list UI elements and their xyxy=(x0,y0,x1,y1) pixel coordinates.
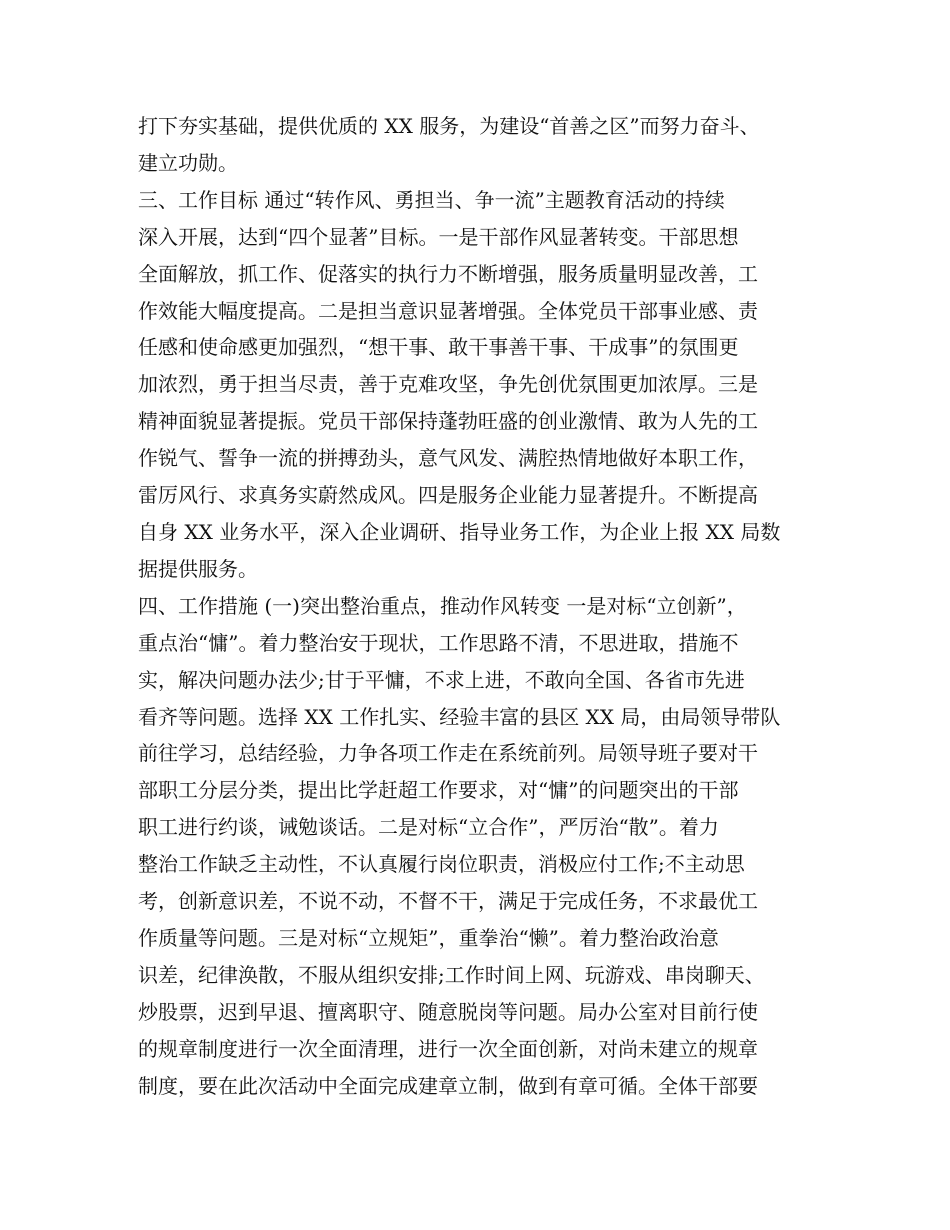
text-line: 任感和使命感更加强烈，“想干事、敢干事善干事、干成事”的氛围更 xyxy=(138,335,739,360)
text-line: 精神面貌显著提振。党员干部保持蓬勃旺盛的创业激情、敢为人先的工 xyxy=(138,409,758,434)
text-line: 实，解决问题办法少;甘于平慵，不求上进，不敢向全国、各省市先进 xyxy=(138,667,745,692)
text-line: 据提供服务。 xyxy=(138,556,258,581)
text-line: 作锐气、誓争一流的拼搏劲头，意气风发、满腔热情地做好本职工作， xyxy=(138,446,758,471)
text-line: 制度，要在此次活动中全面完成建章立制，做到有章可循。全体干部要 xyxy=(138,1073,758,1098)
text-line: 考，创新意识差，不说不动，不督不干，满足于完成任务，不求最优工 xyxy=(138,889,758,914)
text-line: 全面解放，抓工作、促落实的执行力不断增强，服务质量明显改善，工 xyxy=(138,261,758,286)
text-line: 自身 XX 业务水平，深入企业调研、指导业务工作，为企业上报 XX 局数 xyxy=(138,519,781,544)
text-line: 炒股票，迟到早退、擅离职守、随意脱岗等问题。局办公室对目前行使 xyxy=(138,999,758,1024)
document-body xyxy=(138,108,828,1104)
text-line: 作效能大幅度提高。二是担当意识显著增强。全体党员干部事业感、责 xyxy=(138,298,758,323)
text-line: 加浓烈，勇于担当尽责，善于克难攻坚，争先创优氛围更加浓厚。三是 xyxy=(138,372,758,397)
text-line: 雷厉风行、求真务实蔚然成风。四是服务企业能力显著提升。不断提高 xyxy=(138,483,758,508)
text-line: 部职工分层分类，提出比学赶超工作要求，对“慵”的问题突出的干部 xyxy=(138,778,739,803)
text-line: 前往学习，总结经验，力争各项工作走在系统前列。局领导班子要对干 xyxy=(138,741,758,766)
text-line: 打下夯实基础，提供优质的 XX 服务，为建设“首善之区”而努力奋斗、 xyxy=(138,114,760,138)
text-line: 重点治“慵”。着力整治安于现状，工作思路不清，不思进取，措施不 xyxy=(138,630,739,655)
text-line: 三、工作目标 通过“转作风、勇担当、争一流”主题教育活动的持续 xyxy=(138,187,725,212)
text-line: 的规章制度进行一次全面清理，进行一次全面创新，对尚未建立的规章 xyxy=(138,1036,758,1061)
text-line: 深入开展，达到“四个显著”目标。一是干部作风显著转变。干部思想 xyxy=(138,224,739,249)
text-line: 建立功勋。 xyxy=(138,150,238,175)
text-line: 识差，纪律涣散，不服从组织安排;工作时间上网、玩游戏、串岗聊天、 xyxy=(138,962,765,987)
text-line: 整治工作缺乏主动性，不认真履行岗位职责，消极应付工作;不主动思 xyxy=(138,852,745,877)
text-line: 职工进行约谈，诫勉谈话。二是对标“立合作”，严厉治“散”。着力 xyxy=(138,815,719,840)
text-line: 四、工作措施 (一)突出整治重点，推动作风转变 一是对标“立创新”， xyxy=(138,593,747,618)
text-line: 看齐等问题。选择 XX 工作扎实、经验丰富的县区 XX 局，由局领导带队 xyxy=(138,704,781,729)
text-line: 作质量等问题。三是对标“立规矩”，重拳治“懒”。着力整治政治意 xyxy=(138,925,719,950)
